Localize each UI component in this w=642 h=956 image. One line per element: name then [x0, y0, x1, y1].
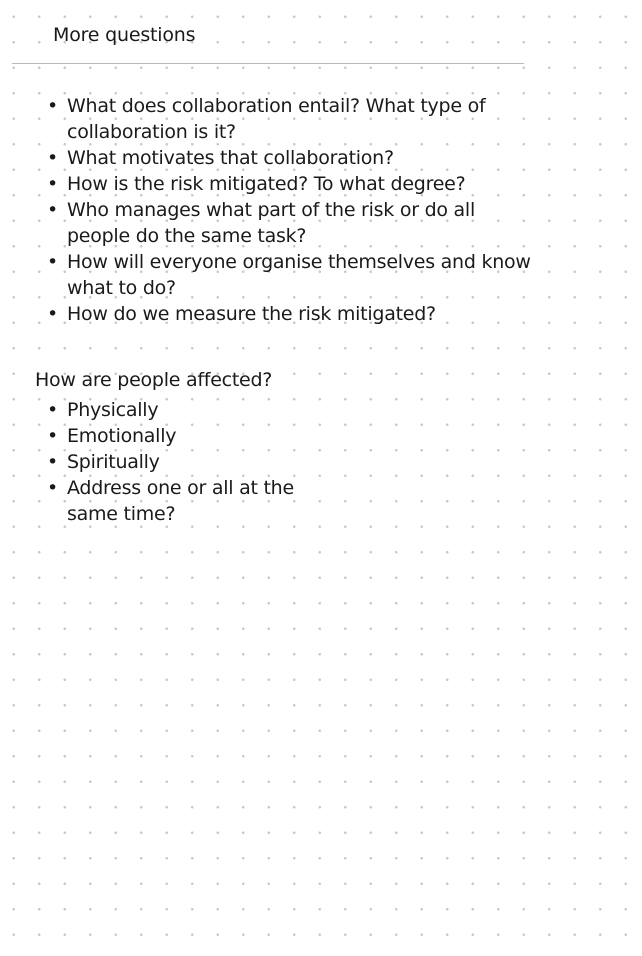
list-item: • Physically	[35, 397, 335, 423]
list-item: • What does collaboration entail? What type of collaboration is it?	[35, 93, 535, 145]
questions-list	[35, 93, 535, 327]
impacts-title: How are people affected?	[35, 369, 273, 391]
divider-line	[12, 63, 524, 64]
impacts-list	[35, 397, 335, 527]
section-heading: More questions	[53, 24, 196, 46]
list-item: • Emotionally	[35, 423, 335, 449]
list-item: • Who manages what part of the risk or do all people do the same task?	[35, 197, 535, 249]
list-item: • How do we measure the risk mitigated?	[35, 301, 535, 327]
list-item: • Address one or all at the same time?	[35, 475, 335, 527]
list-item: • How will everyone organise themselves and know what to do?	[35, 249, 535, 301]
list-item: • How is the risk mitigated? To what degree?	[35, 171, 535, 197]
list-item: • What motivates that collaboration?	[35, 145, 535, 171]
list-item: • Spiritually	[35, 449, 335, 475]
